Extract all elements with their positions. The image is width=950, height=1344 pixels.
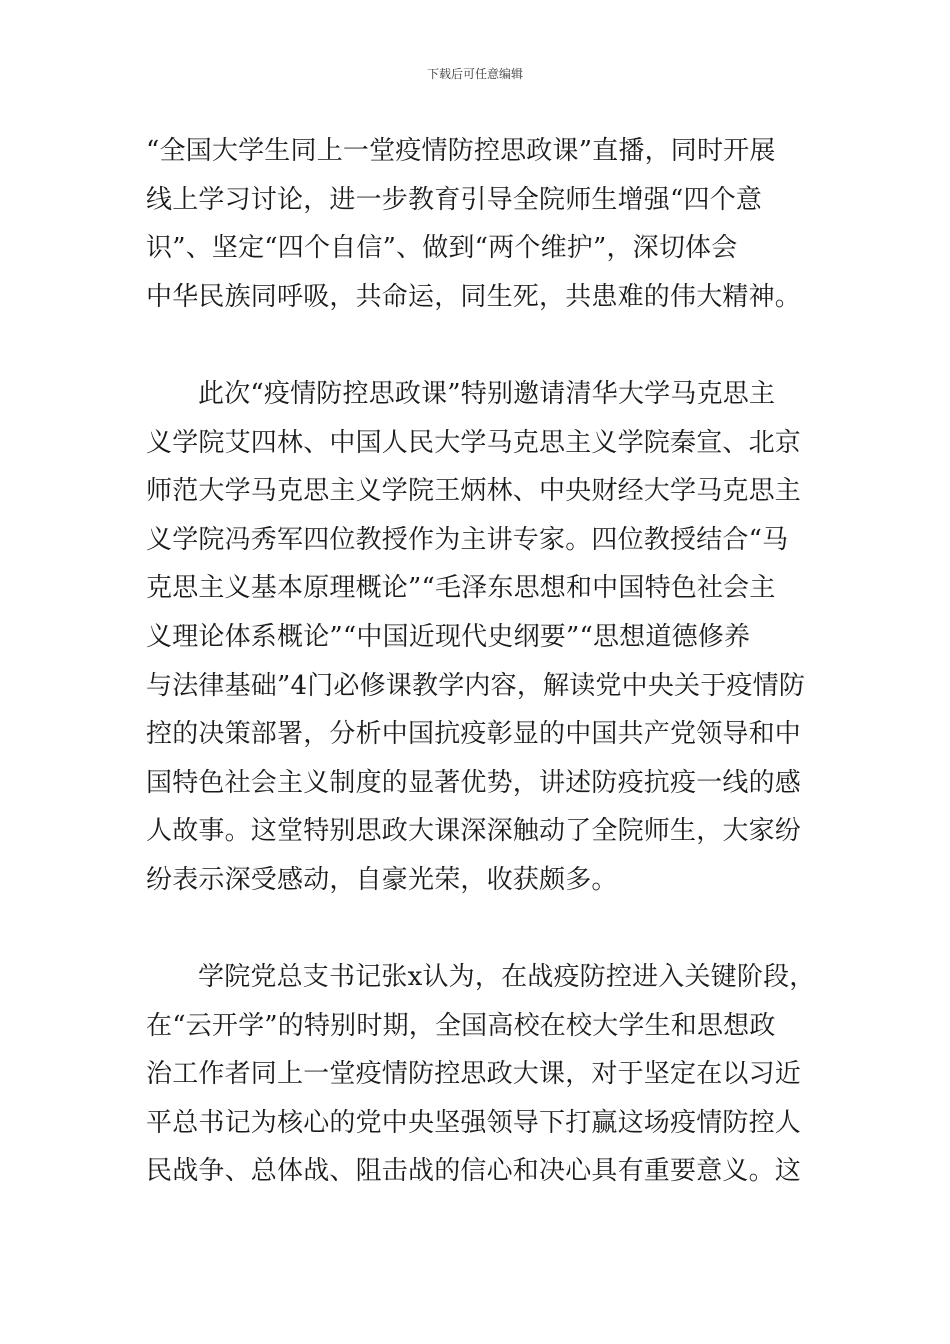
text-line: 识”、坚定“四个自信”、做到“两个维护”，深切体会	[146, 233, 738, 264]
text-line: 此次“疫情防控思政课”特别邀请清华大学马克思主	[198, 378, 776, 409]
paragraph-2	[146, 370, 810, 905]
paragraph-1	[146, 127, 810, 321]
paragraph-spacer	[146, 321, 810, 370]
text-line: 治工作者同上一堂疫情防控思政大课，对于坚定在以习近	[146, 1059, 802, 1090]
text-line: 人故事。这堂特别思政大课深深触动了全院师生，大家纷	[146, 816, 802, 847]
text-line: 控的决策部署，分析中国抗疫彰显的中国共产党领导和中	[146, 719, 802, 750]
page-header: 下载后可任意编辑	[426, 67, 523, 81]
text-line: 民战争、总体战、阻击战的信心和决心具有重要意义。这	[146, 1156, 802, 1187]
text-line: “全国大学生同上一堂疫情防控思政课”直播，同时开展	[146, 136, 776, 166]
text-line: 克思主义基本原理概论”“毛泽东思想和中国特色社会主	[146, 573, 776, 604]
document-body	[146, 127, 816, 1196]
text-line: 中华民族同呼吸，共命运，同生死，共患难的伟大精神。	[146, 281, 802, 312]
text-line: 义理论体系概论”“中国近现代史纲要”“思想道德修养	[146, 621, 751, 652]
text-line: 线上学习讨论，进一步教育引导全院师生增强“四个意	[146, 184, 763, 215]
text-line: 国特色社会主义制度的显著优势，讲述防疫抗疫一线的感	[146, 767, 802, 798]
text-line: 义学院冯秀军四位教授作为主讲专家。四位教授结合“马	[146, 524, 789, 555]
paragraph-spacer	[146, 905, 810, 954]
text-line: 与法律基础”4门必修课教学内容，解读党中央关于疫情防	[146, 670, 806, 701]
text-line: 师范大学马克思主义学院王炳林、中央财经大学马克思主	[146, 476, 802, 507]
text-line: 义学院艾四林、中国人民大学马克思主义学院秦宣、北京	[146, 427, 802, 458]
text-line: 纷表示深受感动，自豪光荣，收获颇多。	[146, 864, 618, 895]
paragraph-3	[146, 953, 816, 1196]
text-line: 平总书记为核心的党中央坚强领导下打赢这场疫情防控人	[146, 1107, 802, 1138]
text-line: 学院党总支书记张x认为，在战疫防控进入关键阶段，	[198, 962, 816, 993]
text-line: 在“云开学”的特别时期，全国高校在校大学生和思想政	[146, 1010, 776, 1041]
